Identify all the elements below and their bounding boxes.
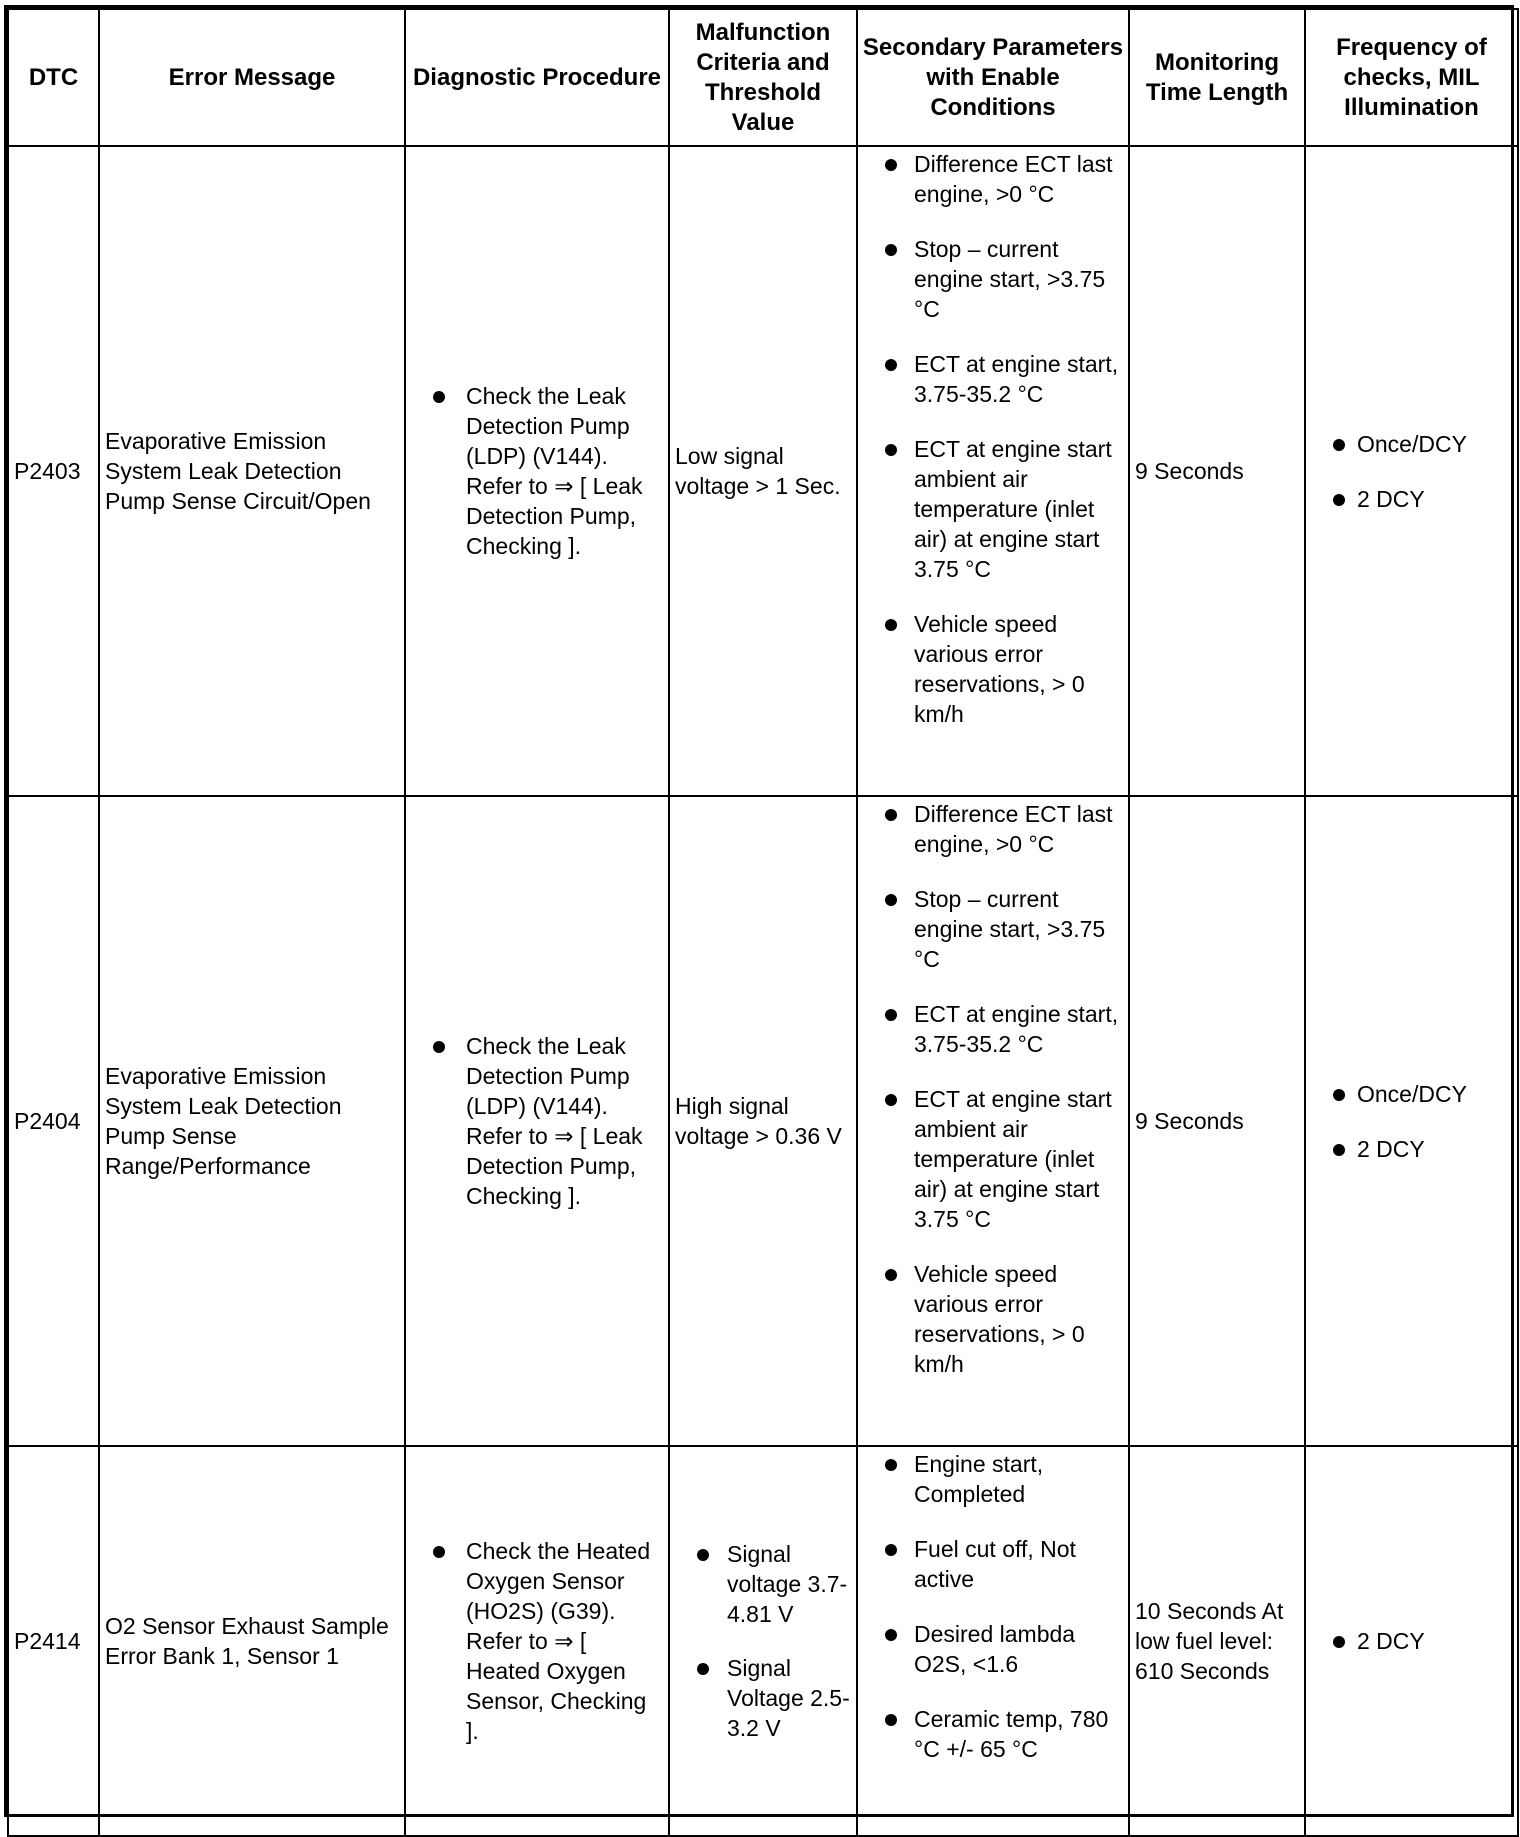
diagnostic-procedure — [405, 1446, 669, 1836]
list-item: 2 DCY — [1311, 484, 1512, 514]
list-item: Check the Heated Oxygen Sensor (HO2S) (G39). Refer to ⇒ [ Heated Oxygen Sensor, Checking ]. — [411, 1536, 663, 1746]
header-row — [8, 9, 1518, 146]
list-item: Ceramic temp, 780 °C +/- 65 °C — [863, 1704, 1126, 1764]
diagnostic-procedure — [405, 146, 669, 796]
diagnostic-procedure — [405, 796, 669, 1446]
error-message: Evaporative Emission System Leak Detection Pump Sense Range/Performance — [99, 796, 405, 1446]
header-error-message: Error Message — [99, 9, 405, 146]
malfunction-criteria — [669, 1446, 857, 1836]
dtc-table-sheet — [4, 5, 1514, 1817]
header-frequency: Frequency of checks, MIL Illumination — [1305, 9, 1518, 146]
frequency — [1305, 1446, 1518, 1836]
frequency — [1305, 146, 1518, 796]
table-row — [8, 146, 1518, 796]
header-secondary-parameters: Secondary Parameters with Enable Conditions — [857, 9, 1129, 146]
error-message: Evaporative Emission System Leak Detection Pump Sense Circuit/Open — [99, 146, 405, 796]
header-malfunction-criteria: Malfunction Criteria and Threshold Value — [669, 9, 857, 146]
list-item: Check the Leak Detection Pump (LDP) (V144). Refer to ⇒ [ Leak Detection Pump, Checking ]. — [411, 381, 663, 561]
list-item: Vehicle speed various error reservations, > 0 km/h — [863, 609, 1126, 729]
error-message: O2 Sensor Exhaust Sample Error Bank 1, Sensor 1 — [99, 1446, 405, 1836]
list-item: Signal voltage 3.7-4.81 V — [675, 1539, 851, 1629]
list-item: Difference ECT last engine, >0 °C — [863, 149, 1126, 209]
secondary-parameters — [857, 146, 1129, 796]
malfunction-criteria: High signal voltage > 0.36 V — [669, 796, 857, 1446]
frequency — [1305, 796, 1518, 1446]
dtc-code: P2403 — [8, 146, 99, 796]
dtc-code: P2404 — [8, 796, 99, 1446]
malfunction-criteria: Low signal voltage > 1 Sec. — [669, 146, 857, 796]
table-row — [8, 1446, 1518, 1836]
list-item: Signal Voltage 2.5-3.2 V — [675, 1653, 851, 1743]
list-item: 2 DCY — [1311, 1134, 1512, 1164]
secondary-parameters — [857, 1446, 1129, 1836]
list-item: Once/DCY — [1311, 429, 1512, 459]
header-diagnostic-procedure: Diagnostic Procedure — [405, 9, 669, 146]
list-item: ECT at engine start ambient air temperature (inlet air) at engine start 3.75 °C — [863, 1084, 1126, 1234]
list-item: Fuel cut off, Not active — [863, 1534, 1126, 1594]
list-item: Stop – current engine start, >3.75 °C — [863, 884, 1126, 974]
list-item: Check the Leak Detection Pump (LDP) (V144). Refer to ⇒ [ Leak Detection Pump, Checking ]. — [411, 1031, 663, 1211]
monitoring-time: 9 Seconds — [1129, 146, 1305, 796]
header-monitoring-time: Monitoring Time Length — [1129, 9, 1305, 146]
list-item: Vehicle speed various error reservations, > 0 km/h — [863, 1259, 1126, 1379]
list-item: Engine start, Completed — [863, 1449, 1126, 1509]
list-item: ECT at engine start, 3.75-35.2 °C — [863, 999, 1126, 1059]
secondary-parameters — [857, 796, 1129, 1446]
list-item: Once/DCY — [1311, 1079, 1512, 1109]
table-row — [8, 796, 1518, 1446]
monitoring-time: 10 Seconds At low fuel level: 610 Seconds — [1129, 1446, 1305, 1836]
list-item: ECT at engine start, 3.75-35.2 °C — [863, 349, 1126, 409]
list-item: 2 DCY — [1311, 1626, 1512, 1656]
dtc-code: P2414 — [8, 1446, 99, 1836]
list-item: ECT at engine start ambient air temperature (inlet air) at engine start 3.75 °C — [863, 434, 1126, 584]
list-item: Desired lambda O2S, <1.6 — [863, 1619, 1126, 1679]
dtc-table — [7, 8, 1519, 1837]
list-item: Stop – current engine start, >3.75 °C — [863, 234, 1126, 324]
header-dtc: DTC — [8, 9, 99, 146]
monitoring-time: 9 Seconds — [1129, 796, 1305, 1446]
list-item: Difference ECT last engine, >0 °C — [863, 799, 1126, 859]
